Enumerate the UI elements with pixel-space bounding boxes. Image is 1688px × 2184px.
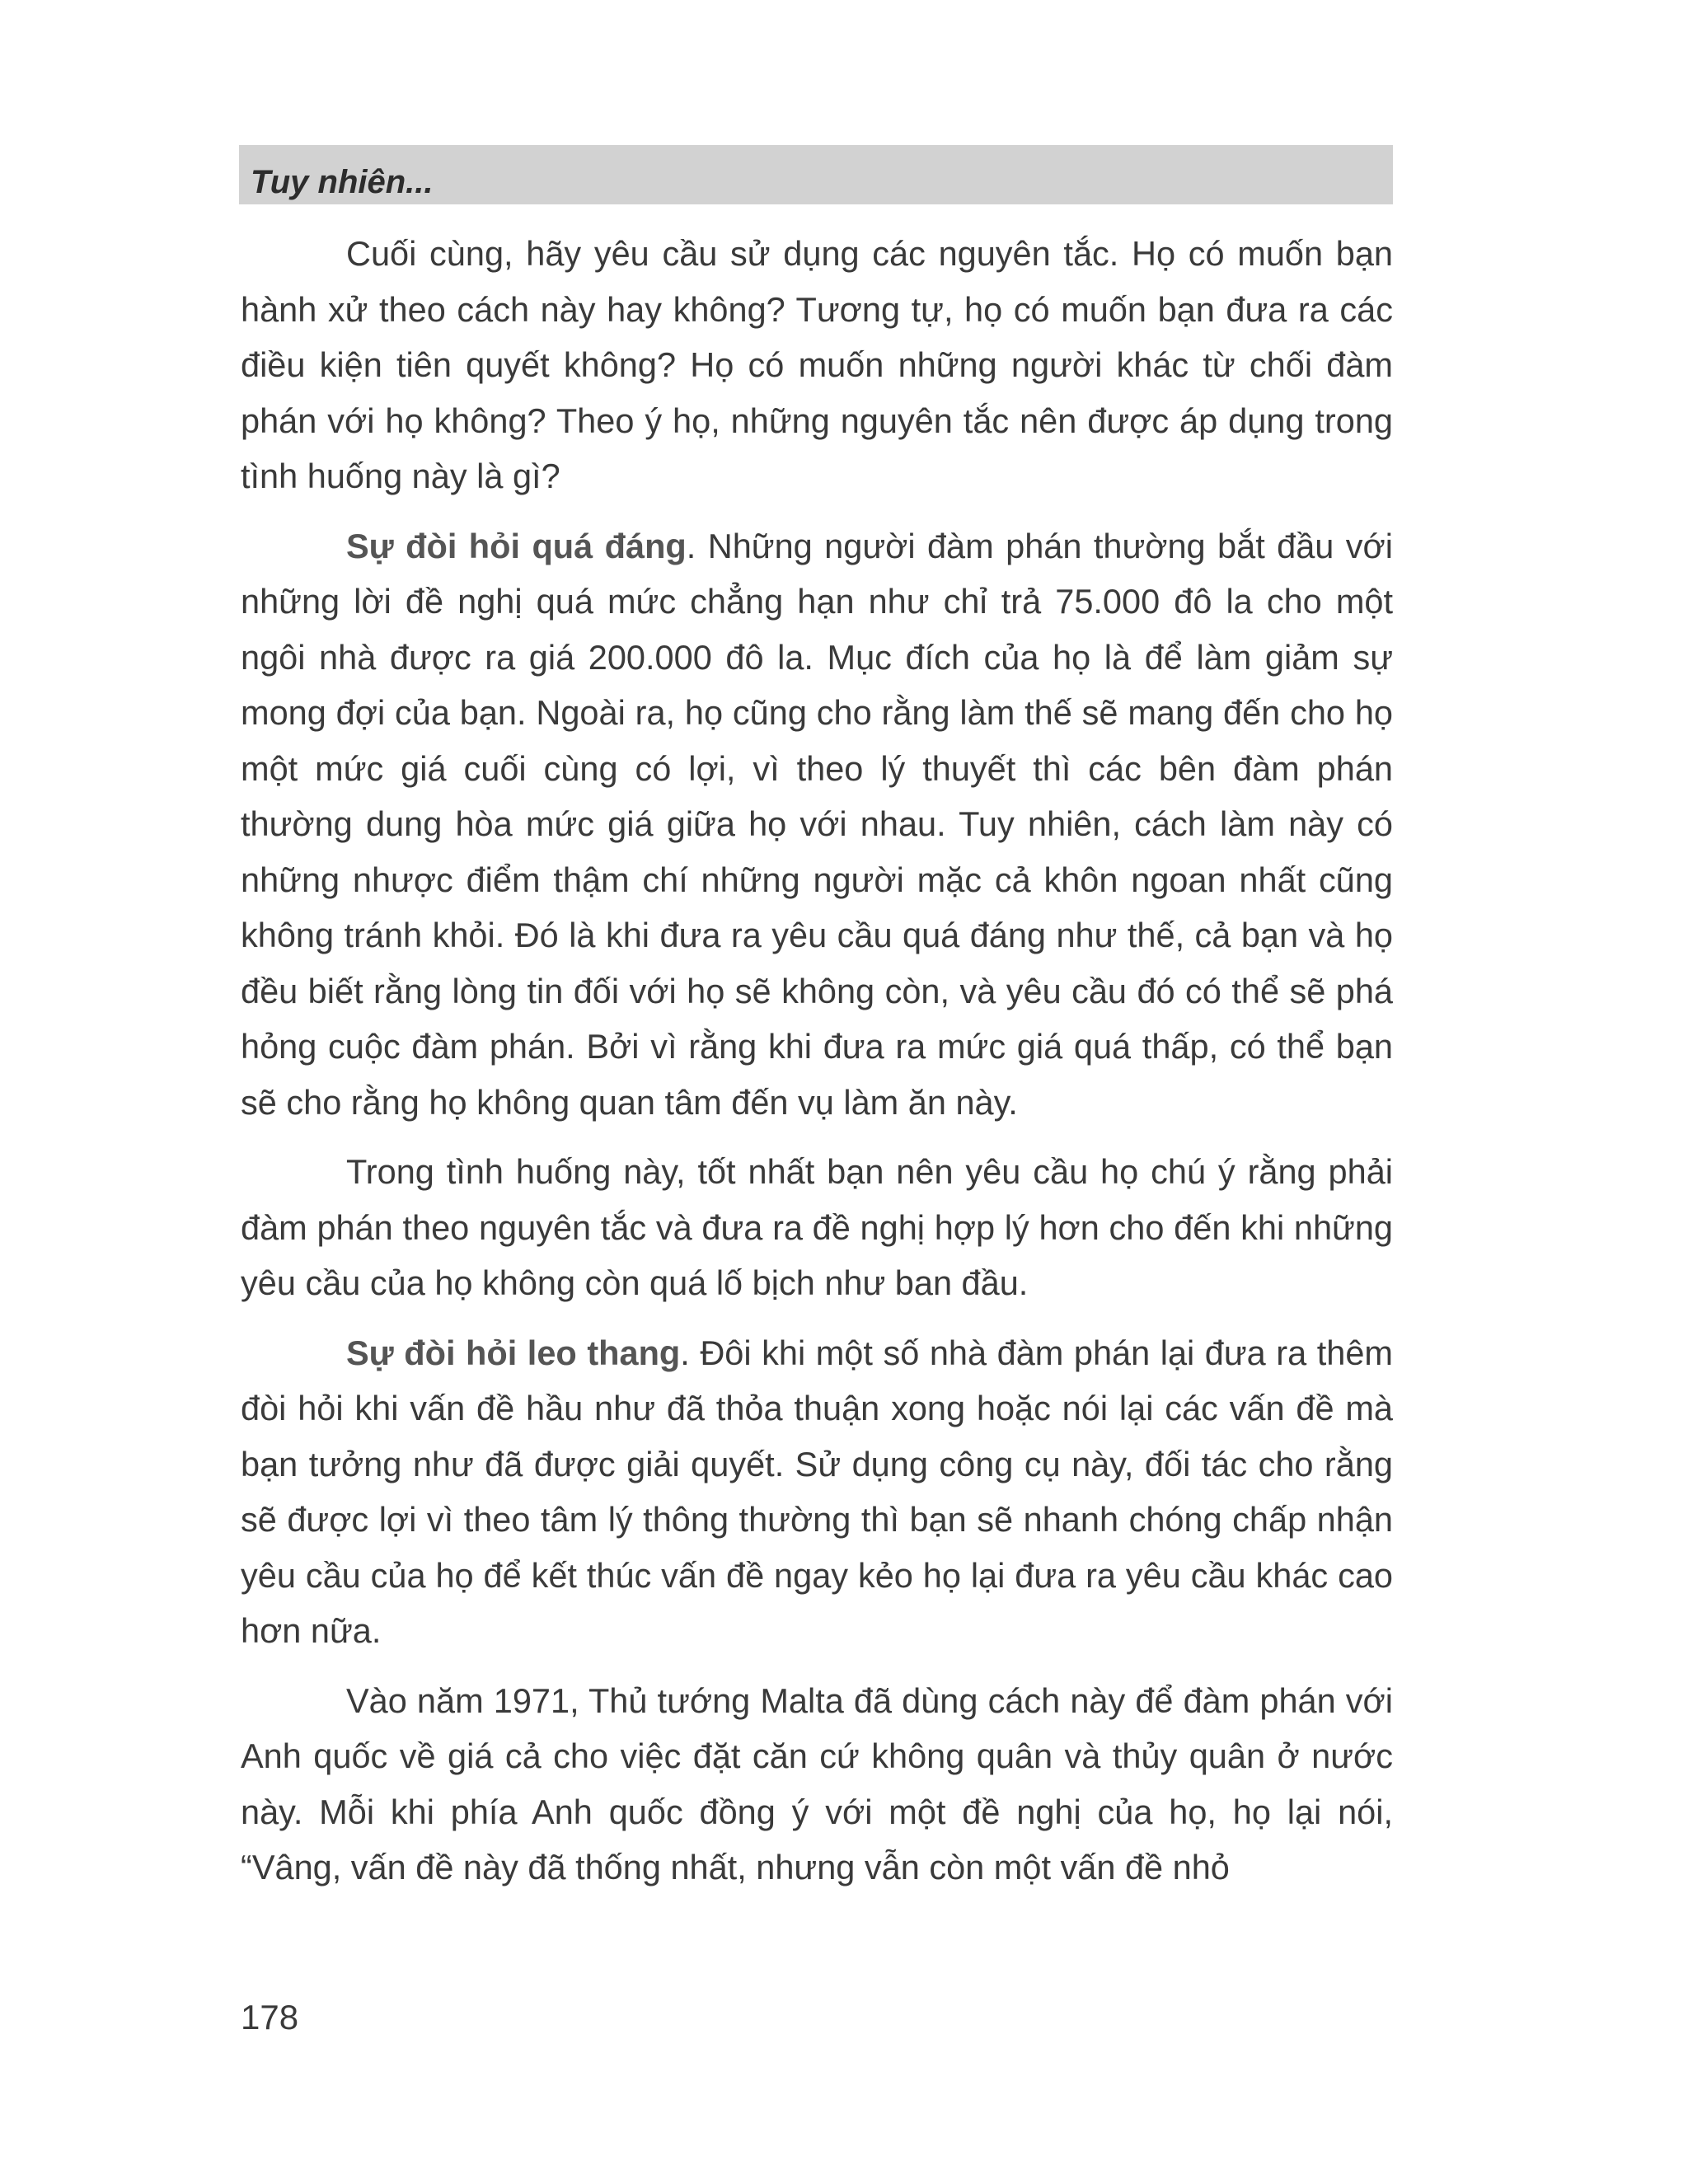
paragraph-3 [241,1144,1393,1311]
paragraph-5 [241,1673,1393,1896]
paragraph-4 [241,1325,1393,1659]
paragraph-1 [241,226,1393,504]
paragraph-2 [241,518,1393,1131]
section-header [239,145,1393,204]
paragraph-2-lead: Sự đòi hỏi quá đáng [346,526,687,565]
paragraph-1-text: Cuối cùng, hãy yêu cầu sử dụng các nguyên tắc. Họ có muốn bạn hành xử theo cách này hay không? Tương tự, họ có muốn bạn đưa ra các điều kiện tiên quyết không? Họ có muốn những người khác từ chối đàm phán với họ không? Theo ý họ, những nguyên tắc nên được áp dụng trong tình huống này là gì? [241,234,1393,495]
body-text [241,226,1393,1910]
section-title: Tuy nhiên... [251,163,434,200]
paragraph-5-text: Vào năm 1971, Thủ tướng Malta đã dùng cách này để đàm phán với Anh quốc về giá cả cho việc đặt căn cứ không quân và thủy quân ở nước này. Mỗi khi phía Anh quốc đồng ý với một đề nghị của họ, họ lại nói, “Vâng, vấn đề này đã thống nhất, nhưng vẫn còn một vấn đề nhỏ [241,1680,1393,1886]
page-number: 178 [241,1998,299,2036]
paragraph-4-lead: Sự đòi hỏi leo thang [346,1333,681,1372]
paragraph-3-text: Trong tình huống này, tốt nhất bạn nên yêu cầu họ chú ý rằng phải đàm phán theo nguyên tắc và đưa ra đề nghị hợp lý hơn cho đến khi những yêu cầu của họ không còn quá lố bịch như ban đầu. [241,1152,1393,1302]
paragraph-4-text: . Đôi khi một số nhà đàm phán lại đưa ra thêm đòi hỏi khi vấn đề hầu như đã thỏa thuận xong hoặc nói lại các vấn đề mà bạn tưởng như đã được giải quyết. Sử dụng công cụ này, đối tác cho rằng sẽ được lợi vì theo tâm lý thông thường thì bạn sẽ nhanh chóng chấp nhận yêu cầu của họ để kết thúc vấn đề ngay kẻo họ lại đưa ra yêu cầu khác cao hơn nữa. [241,1333,1393,1650]
paragraph-2-text: . Những người đàm phán thường bắt đầu với những lời đề nghị quá mức chẳng hạn như chỉ trả 75.000 đô la cho một ngôi nhà được ra giá 200.000 đô la. Mục đích của họ là để làm giảm sự mong đợi của bạn. Ngoài ra, họ cũng cho rằng làm thế sẽ mang đến cho họ một mức giá cuối cùng có lợi, vì theo lý thuyết thì các bên đàm phán thường dung hòa mức giá giữa họ với nhau. Tuy nhiên, cách làm này có những nhược điểm thậm chí những người mặc cả khôn ngoan nhất cũng không tránh khỏi. Đó là khi đưa ra yêu cầu quá đáng như thế, cả bạn và họ đều biết rằng lòng tin đối với họ sẽ không còn, và yêu cầu đó có thể sẽ phá hỏng cuộc đàm phán. Bởi vì rằng khi đưa ra mức giá quá thấp, có thể bạn sẽ cho rằng họ không quan tâm đến vụ làm ăn này. [241,526,1393,1122]
